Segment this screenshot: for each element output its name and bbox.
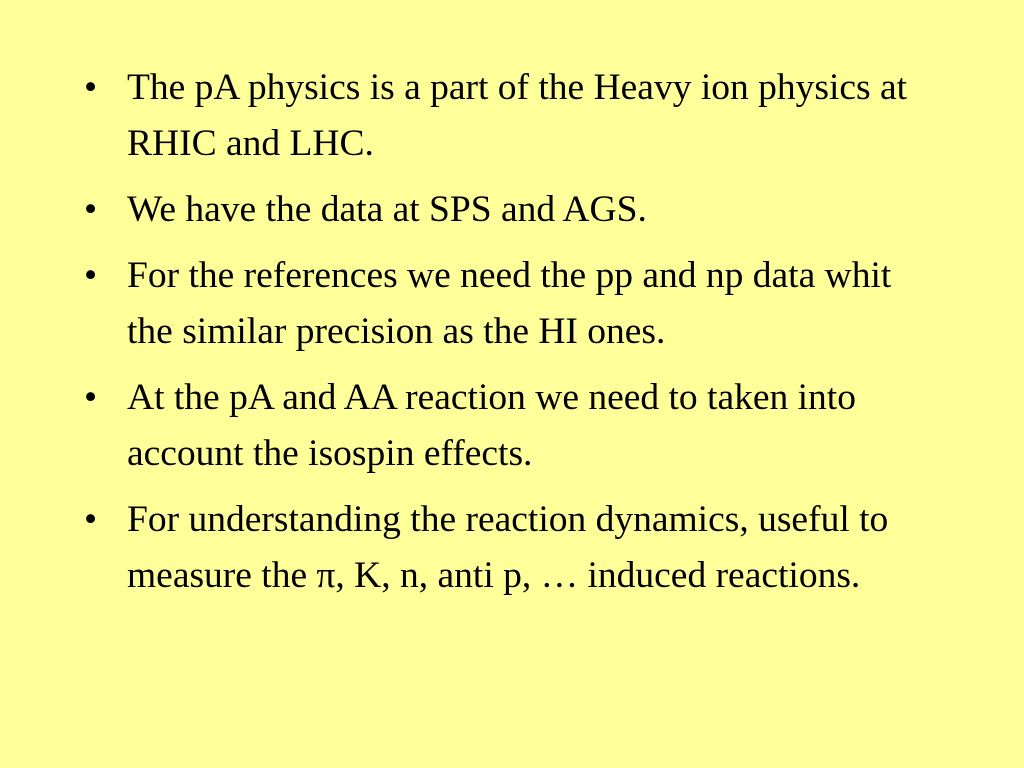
- bullet-item-3: [84, 248, 944, 360]
- bullet-text: At the pA and AA reaction we need to taken into account the isospin effects.: [127, 377, 856, 474]
- bullet-icon: •: [84, 499, 98, 540]
- bullet-text: For understanding the reaction dynamics, useful to measure the π, K, n, anti p, … induced reactions.: [127, 499, 889, 596]
- bullet-item-1: [84, 60, 944, 172]
- bullet-item-2: [84, 182, 944, 238]
- bullet-icon: •: [84, 377, 98, 418]
- bullet-icon: •: [84, 67, 98, 108]
- bullet-text: The pA physics is a part of the Heavy ion physics at RHIC and LHC.: [127, 67, 908, 164]
- bullet-icon: •: [84, 255, 98, 296]
- bullet-item-4: [84, 370, 944, 482]
- bullet-list: [84, 60, 944, 604]
- bullet-text: We have the data at SPS and AGS.: [127, 189, 647, 230]
- bullet-text: For the references we need the pp and np data whit the similar precision as the HI ones.: [127, 255, 892, 352]
- bullet-icon: •: [84, 189, 98, 230]
- bullet-item-5: [84, 492, 944, 604]
